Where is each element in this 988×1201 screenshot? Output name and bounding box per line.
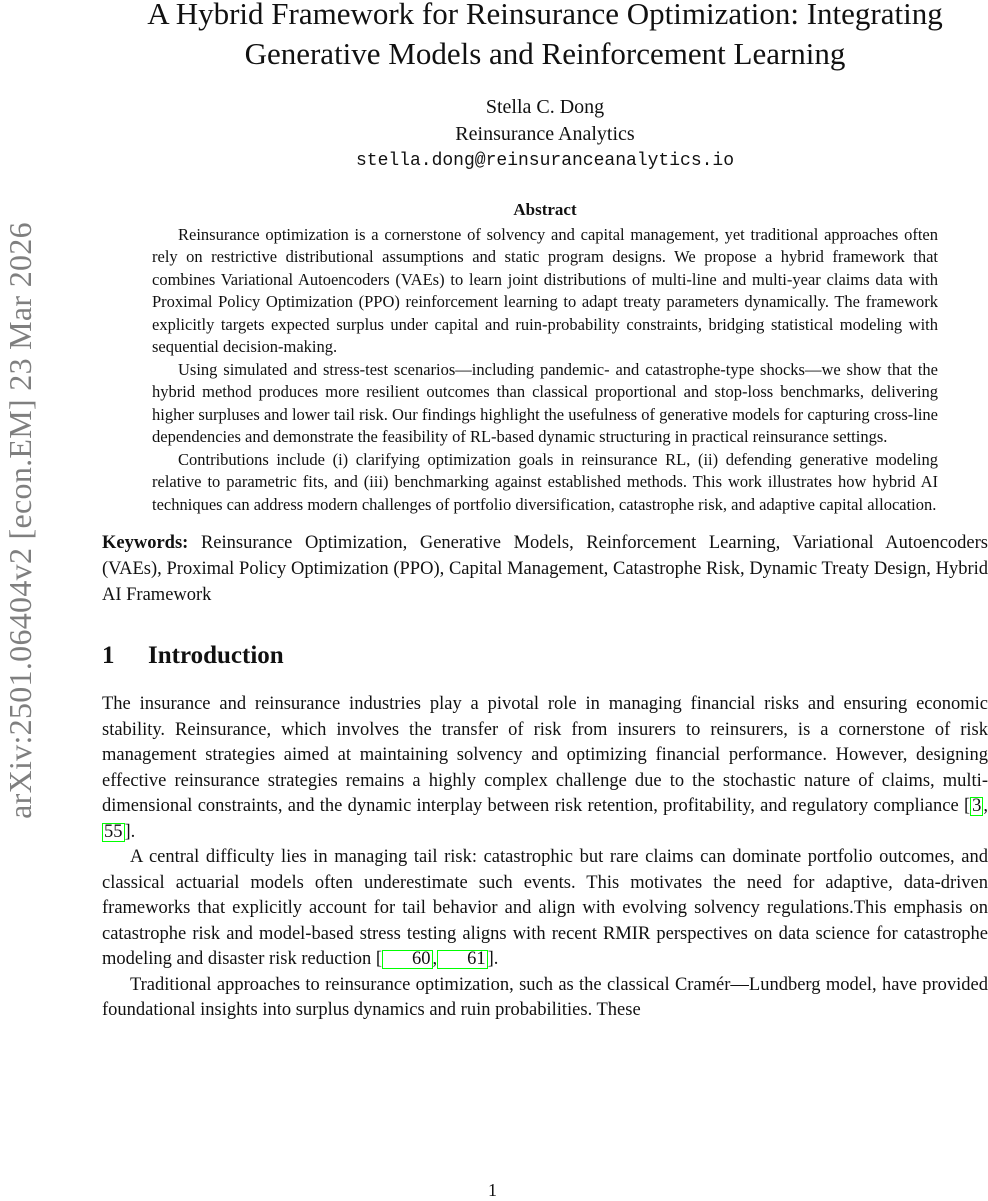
abstract-paragraph: Using simulated and stress-test scenarios—including pandemic- and catastrophe-type shocks—we show that the hybrid method produces more resilient outcomes than classical proportional and stop-loss benchmarks, delivering higher surpluses and lower tail risk. Our findings highlight the usefulness of generative models for capturing cross-line dependencies and demonstrate the feasibility of RL-based dynamic structuring in practical reinsurance settings. [152, 359, 938, 446]
paper-title [102, 0, 988, 74]
keywords-label: Keywords: [102, 533, 189, 553]
paragraph-end: ]. [487, 949, 499, 969]
body-paragraph: The insurance and reinsurance industries play a pivotal role in managing financial risks and ensuring economic stability. Reinsurance, which involves the transfer of risk from insurers to reinsurers, is a cornerstone of risk management strategies aimed at maintaining solvency and optimizing financial performance. However, designing effective reinsurance strategies remains a highly complex challenge due to the stochastic nature of claims, multi-dimensional constraints, and the dynamic interplay between risk retention, profitability, and regulatory compliance [ 3 ,55 ]. [102, 694, 988, 842]
body-paragraph: A central difficulty lies in managing tail risk: catastrophic but rare claims can dominate portfolio outcomes, and classical actuarial models often underestimate such events. This motivates the need for adaptive, data-driven frameworks that explicitly account for tail behavior and align with evolving solvency regulations.This emphasis on catastrophe risk and model-based stress testing aligns with recent RMIR perspectives on data science for catastrophe modeling and disaster risk reduction [ 60 , 61 ]. [102, 847, 988, 969]
abstract-heading: Abstract [513, 200, 577, 219]
abstract-paragraph: Reinsurance optimization is a cornerstone of solvency and capital management, yet traditional approaches often rely on restrictive distributional assumptions and static program designs. We propose a hybrid framework that combines Variational Autoencoders (VAEs) to learn joint distributions of multi-line and multi-year claims data with Proximal Policy Optimization (PPO) reinforcement learning to adapt treaty parameters dynamically. The framework explicitly targets expected surplus under capital and ruin-probability constraints, bridging statistical modeling with sequential decision-making. [152, 224, 938, 356]
body-paragraph: Traditional approaches to reinsurance optimization, such as the classical Cramér—Lundberg model, have provided foundational insights into surplus dynamics and ruin probabilities. These [102, 974, 988, 1020]
citation-link[interactable]: 60 [382, 950, 433, 969]
keywords [102, 530, 988, 608]
section-heading-introduction [102, 642, 988, 670]
citation-link[interactable]: 55 [104, 821, 123, 842]
author-name: Stella C. Dong [485, 96, 605, 118]
introduction-body [102, 692, 988, 1024]
paragraph-end: ]. [124, 821, 136, 842]
arxiv-id-text: arXiv:2501.06404v2 [econ.EM] 23 Mar 2026 [1, 221, 38, 819]
title-line-2: Generative Models and Reinforcement Learning [244, 36, 846, 71]
page-number: 1 [488, 1180, 497, 1200]
author-affiliation: Reinsurance Analytics [455, 123, 635, 145]
citation-link[interactable]: 3 [972, 796, 982, 816]
citation-link[interactable]: 61 [437, 950, 488, 969]
abstract-paragraph: Contributions include (i) clarifying optimization goals in reinsurance RL, (ii) defending generative modeling relative to parametric fits, and (iii) benchmarking against established methods. This work illustrates how hybrid AI techniques can address modern challenges of portfolio diversification, catastrophe risk, and adaptive capital allocation. [152, 449, 938, 514]
title-line-1: A Hybrid Framework for Reinsurance Optimization: Integrating [147, 0, 943, 31]
section-number: 1 [102, 642, 115, 669]
author-email[interactable]: stella.dong@reinsuranceanalytics.io [355, 151, 735, 171]
paragraph-text: The insurance and reinsurance industries play a pivotal role in managing financial risks and ensuring economic stability. Reinsurance, which involves the transfer of risk from insurers to reinsurers, is a cornerstone of risk management strategies aimed at maintaining solvency and optimizing financial performance. However, designing effective reinsurance strategies remains a highly complex challenge due to the stochastic nature of claims, multi-dimensional constraints, and the dynamic interplay between risk retention, profitability, and regulatory compliance [ [102, 694, 988, 816]
paper-page [102, 0, 988, 1024]
author-block [102, 94, 988, 175]
section-title: Introduction [148, 642, 284, 669]
paragraph-text: A central difficulty lies in managing tail risk: catastrophic but rare claims can dominate portfolio outcomes, and classical actuarial models often underestimate such events. This motivates the need for adaptive, data-driven frameworks that explicitly account for tail behavior and align with evolving solvency regulations.This emphasis on catastrophe risk and model-based stress testing aligns with recent RMIR perspectives on data science for catastrophe modeling and disaster risk reduction [ [102, 847, 988, 969]
abstract [152, 199, 938, 516]
keywords-text: Reinsurance Optimization, Generative Models, Reinforcement Learning, Variational Autoencoders (VAEs), Proximal Policy Optimization (PPO), Capital Management, Catastrophe Risk, Dynamic Treaty Design, Hybrid AI Framework [102, 533, 988, 605]
arxiv-identifier-stamp [0, 180, 40, 860]
